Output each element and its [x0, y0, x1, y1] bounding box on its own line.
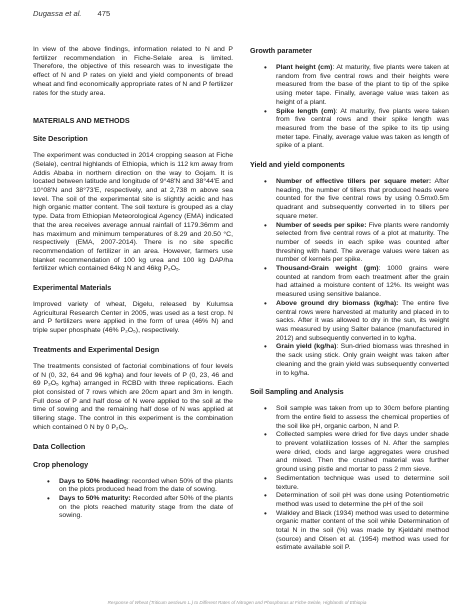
left-column	[33, 46, 233, 521]
treatments-paragraph: The treatments consisted of factorial combinations of four levels of N (0, 32, 64 and 96 kg/ha) and four levels of P (0, 23, 46 and 69 P₂O₅ kg/ha) arranged in RCBD with three replications. Each plot consisted of 7 rows which are 20cm apart and 3m in length. Full dose of P and half dose of N were applied to the soil at the time of sowing and the remaining half dose of N was applied at tillering stage. The control in this experiment is the combination which contained 0 N by 0 P₂O₅.	[33, 362, 233, 431]
list-item: • Sedimentation technique was used to determine soil texture.	[276, 475, 449, 492]
running-header	[33, 9, 110, 18]
list-item: • Above ground dry biomass (kg/ha): The entire five central rows were harvested at maturity and placed in to sacks. After it was allowed to dry in the sun, its weight was measured by using Salter balance (manufactured in 2012) and subsequently converted in to kg/ha.	[276, 300, 449, 344]
list-item: • Collected samples were dried for five days under shade to prevent volatilization losses of N. After the samples were dried, clods and large aggregates were crushed and mixed. Then the crushed material was further ground using pistle and mortar to pass 2 mm sieve.	[276, 431, 449, 475]
subheading-site: Site Description	[33, 134, 88, 144]
list-item: • Days to 50% maturity: Recorded after 50% of the plants on the plots reached maturity stage from the date of sowing.	[59, 495, 233, 521]
list-item: • Number of seeds per spike: Five plants were randomly selected from five central rows of a plot at maturity. The number of seeds in each spike was counted after threshing with hand. The average values were taken as number of kernels per spike.	[276, 222, 449, 266]
list-item: • Thousand-Grain weight (gm): 1000 grains were counted at random from each treatment after the grain had attained a moisture content of 12%. Its weight was measured using sensitive balance.	[276, 265, 449, 300]
site-paragraph: The experiment was conducted in 2014 cropping season at Fiche (Selale), central highlands of Ethiopia, which is 112 km away from Addis Ababa in northern direction on the way to Gojam. It is located between latitude and longitude of 9°48'N and 38°44'E and 10°08'N and 38°73'E, respectively, and at 2,738 m above sea level. The soil of the experimental site is slightly acidic and has high organic matter content. The soil texture is grouped as a clay type. Data from Ethiopian Meteorological Agency (EMA) indicated that the area receives average annual rainfall of 1179.36mm and has maximum and minimum temperatures of 8.29 and 20.50 °C, respectively (EMA, 2007-2014). There is no site specific recommendation of fertilizer in an area. However, farmers use blanket recommendation of 100 kg urea and 100 kg DAP/ha fertilizer which contained 64kg N and 46kg P₂O₅.	[33, 152, 233, 273]
intro-paragraph: In view of the above findings, information related to N and P fertilizer recommendation in Fiche-Selale area is limited. Therefore, the objective of this research was to investigate the effect of N and P rates on yield and yield components of bread wheat and find economically appropriate rates of N and P fertilizer rates for the study area.	[33, 46, 233, 97]
list-item: • Plant height (cm): At maturity, five plants were taken at random from five central rows and their heights were measured from the base of the plant to tip of the spike using meter tape. Finally, average value was taken as height of a plant.	[276, 64, 449, 108]
list-item: • Walkley and Black (1934) method was used to determine organic matter content of the soil while Determination of total N in the soil (%) was made by Kjeldahl method (source) and Olsen et al. (1954) method was used for estimate available soil P.	[276, 510, 449, 554]
growth-list	[250, 64, 449, 151]
subheading-data-collection: Data Collection	[33, 441, 86, 451]
soil-list	[250, 405, 449, 553]
header-authors: Dugassa et al.	[33, 9, 82, 18]
list-item: • Soil sample was taken from up to 30cm before planting from the entire field to assess the chemical properties of the soil like pH, organic carbon, N and P.	[276, 405, 449, 431]
yield-list	[250, 178, 449, 378]
running-footer: Response of Wheat (Triticum aestivum L.) to Different Rates of Nitrogen and Phosphorus at Fiche-Selale, Highlands of Ethiopia	[107, 600, 367, 605]
list-item: • Spike length (cm): At maturity, five plants were taken from five central rows and their spike length was measured from the base of the spike to its tip using meter tape. Finally, average value was taken as length of spike of a plant.	[276, 108, 449, 152]
list-item: • Days to 50% heading: recorded when 50% of the plants on the plots produced head from the date of sowing.	[59, 478, 233, 495]
materials-paragraph: Improved variety of wheat, Digelu, released by Kulumsa Agricultural Research Center in 2005, was used as a test crop. N and P fertilizers were applied in the form of urea (46% N) and triple super phosphate (46% P₂O₅), respectively.	[33, 301, 233, 335]
subheading-treatments: Treatments and Experimental Design	[33, 344, 160, 354]
subheading-growth: Growth parameter	[250, 46, 312, 55]
subheading-materials: Experimental Materials	[33, 283, 112, 293]
section-heading-methods: MATERIALS AND METHODS	[33, 116, 130, 126]
page-number: 475	[97, 9, 111, 18]
right-column	[250, 46, 449, 553]
list-item: • Determination of soil pH was done using Potentiometric method was used to determine the pH of the soil	[276, 492, 449, 509]
list-item: • Number of effective tillers per square meter: After heading, the number of tillers that produced heads were counted for the five central rows by using 0.5mx0.5m quadrant and subsequently converted in to tillers per square meter.	[276, 178, 449, 222]
subheading-soil: Soil Sampling and Analysis	[250, 387, 344, 397]
phenology-list	[33, 478, 233, 522]
subheading-yield: Yield and yield components	[250, 160, 345, 170]
subheading-phenology: Crop phenology	[33, 459, 89, 469]
list-item: • Grain yield (kg/ha): Sun-dried biomass was threshed in the sack using stick. Only grain weight was taken after cleaning and the grain yield was subsequently converted in to kg/ha.	[276, 343, 449, 378]
